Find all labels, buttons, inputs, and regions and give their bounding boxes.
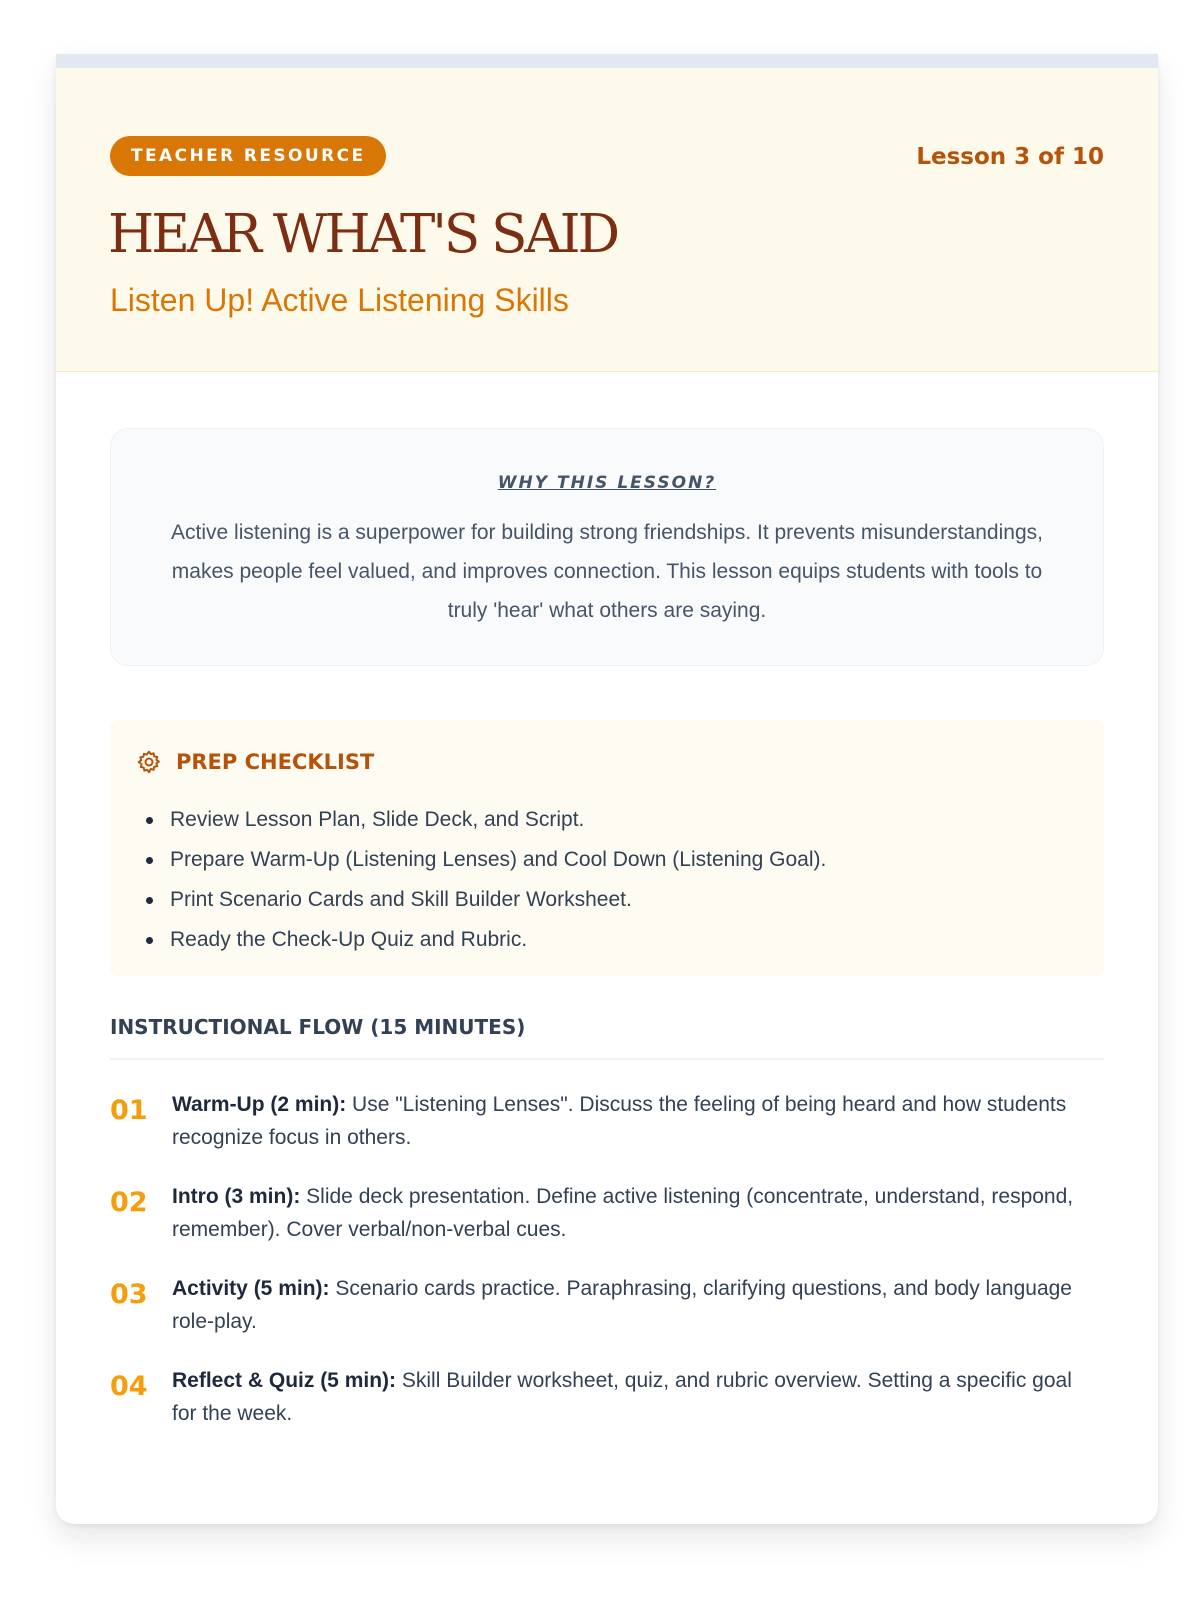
gear-icon <box>136 749 162 775</box>
step-label: Reflect & Quiz (5 min): <box>172 1369 397 1392</box>
step-label: Warm-Up (2 min): <box>172 1093 347 1116</box>
lesson-subtitle: Listen Up! Active Listening Skills <box>110 282 569 318</box>
prep-list <box>144 800 826 960</box>
step-number: 04 <box>110 1371 148 1402</box>
why-text: Active listening is a superpower for building strong friendships. It prevents misunderstandings, makes people feel valued, and improves connection. This lesson equips students with tools to truly 'hear' what others are saying. <box>171 521 1043 622</box>
step-label: Activity (5 min): <box>172 1277 330 1300</box>
step-number: 03 <box>110 1279 148 1310</box>
prep-checklist-title: PREP CHECKLIST <box>176 750 375 774</box>
flow-step <box>110 1088 1104 1180</box>
prep-item: Ready the Check-Up Quiz and Rubric. <box>144 920 826 960</box>
step-description: Use "Listening Lenses". Discuss the feeling of being heard and how students recognize focus in others. <box>172 1093 1067 1149</box>
step-text <box>172 1180 1082 1272</box>
teacher-resource-badge: TEACHER RESOURCE <box>110 136 386 176</box>
step-text <box>172 1364 1082 1456</box>
flow-step <box>110 1364 1104 1456</box>
flow-step <box>110 1272 1104 1364</box>
lesson-header <box>56 68 1158 372</box>
prep-checklist-header <box>136 748 374 776</box>
step-description: Scenario cards practice. Paraphrasing, clarifying questions, and body language role-play. <box>172 1277 1072 1333</box>
step-label: Intro (3 min): <box>172 1185 301 1208</box>
instructional-steps <box>110 1088 1104 1456</box>
why-this-lesson-box <box>110 428 1104 666</box>
why-title: WHY THIS LESSON? <box>497 473 717 493</box>
step-text <box>172 1272 1082 1364</box>
step-number: 02 <box>110 1187 148 1218</box>
prep-checklist <box>110 720 1104 976</box>
prep-item: Prepare Warm-Up (Listening Lenses) and Cool Down (Listening Goal). <box>144 840 826 880</box>
flow-step <box>110 1180 1104 1272</box>
prep-item: Print Scenario Cards and Skill Builder Worksheet. <box>144 880 826 920</box>
instructional-flow-title: INSTRUCTIONAL FLOW (15 MINUTES) <box>110 1012 1104 1060</box>
lesson-card <box>56 54 1158 1524</box>
step-number: 01 <box>110 1095 148 1126</box>
lesson-title: HEAR WHAT'S SAID <box>108 204 618 265</box>
step-description: Slide deck presentation. Define active listening (concentrate, understand, respond, remember). Cover verbal/non-verbal cues. <box>172 1185 1074 1241</box>
lesson-count: Lesson 3 of 10 <box>916 144 1104 170</box>
step-description: Skill Builder worksheet, quiz, and rubric overview. Setting a specific goal for the week. <box>172 1369 1072 1425</box>
card-top-bar <box>56 54 1158 68</box>
step-text <box>172 1088 1082 1180</box>
prep-item: Review Lesson Plan, Slide Deck, and Script. <box>144 800 826 840</box>
